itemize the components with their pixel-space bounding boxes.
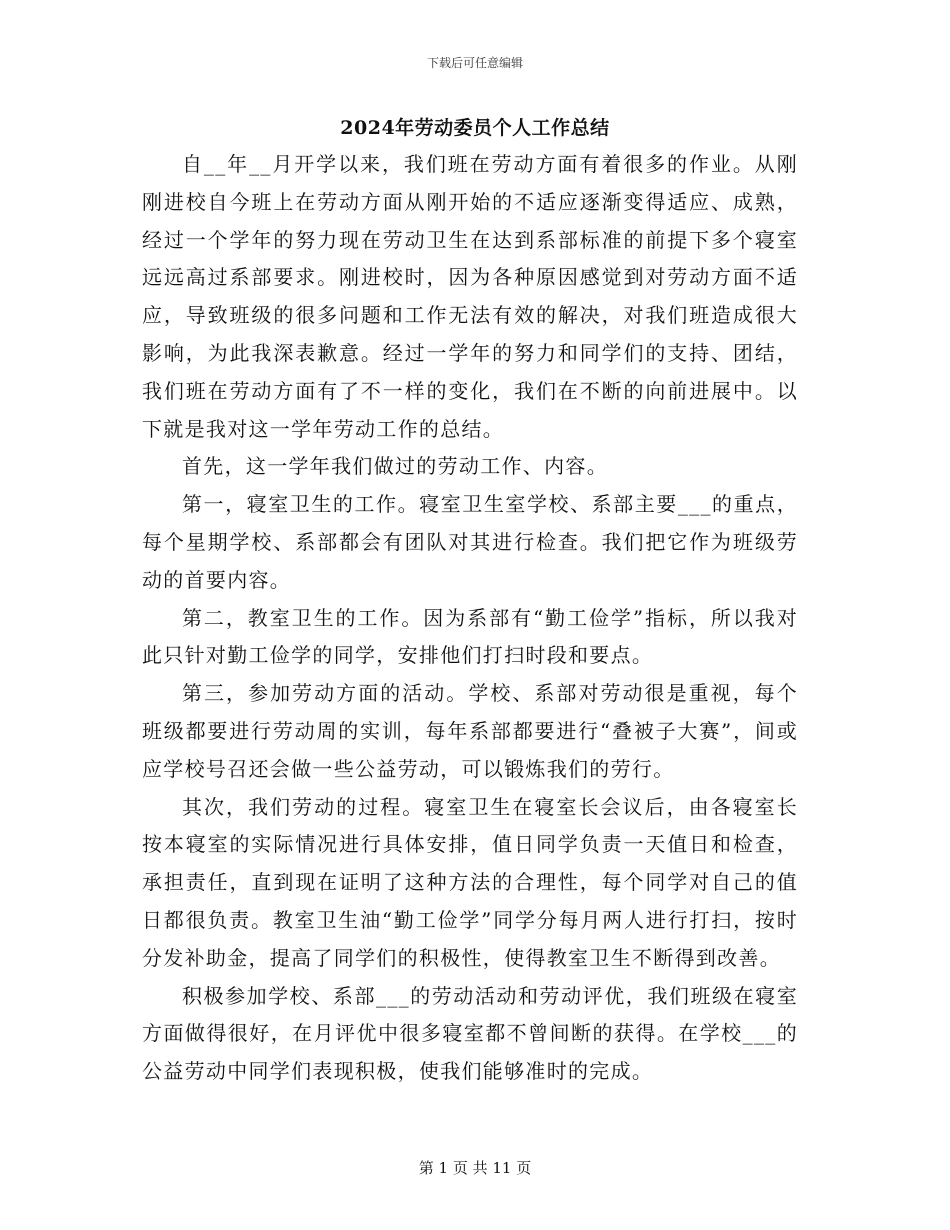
paragraph: 其次，我们劳动的过程。寝室卫生在寝室长会议后，由各寝室长按本寝室的实际情况进行具体安排，值日同学负责一天值日和检查，承担责任，直到现在证明了这种方法的合理性，每个同学对自己的值日都很负责。教室卫生油“勤工俭学”同学分每月两人进行打扫，按时分发补助金，提高了同学们的积极性，使得教室卫生不断得到改善。 [142,794,798,970]
paragraph: 积极参加学校、系部___的劳动活动和劳动评优，我们班级在寝室方面做得很好，在月评优中很多寝室都不曾间断的获得。在学校___的公益劳动中同学们表现积极，使我们能够准时的完成。 [142,983,798,1084]
paragraph: 自__年__月开学以来，我们班在劳动方面有着很多的作业。从刚刚进校自今班上在劳动方面从刚开始的不适应逐渐变得适应、成熟，经过一个学年的努力现在劳动卫生在达到系部标准的前提下多个寝室远远高过系部要求。刚进校时，因为各种原因感觉到对劳动方面不适应，导致班级的很多问题和工作无法有效的解决，对我们班造成很大影响，为此我深表歉意。经过一学年的努力和同学们的支持、团结，我们班在劳动方面有了不一样的变化，我们在不断的向前进展中。以下就是我对这一学年劳动工作的总结。 [142,152,798,441]
document-title: 2024年劳动委员个人工作总结 [340,117,610,139]
paragraph: 第三，参加劳动方面的活动。学校、系部对劳动很是重视，每个班级都要进行劳动周的实训，每年系部都要进行“叠被子大赛”，间或应学校号召还会做一些公益劳动，可以锻炼我们的劳行。 [142,681,798,781]
document-body [142,146,798,1091]
header-note: 下载后可任意编辑 [426,56,523,70]
paragraph: 第一，寝室卫生的工作。寝室卫生室学校、系部主要___的重点，每个星期学校、系部都会有团队对其进行检查。我们把它作为班级劳动的首要内容。 [142,492,798,592]
paragraph: 首先，这一学年我们做过的劳动工作、内容。 [182,454,608,479]
page-footer: 第 1 页 共 11 页 [418,1159,532,1177]
paragraph: 第二，教室卫生的工作。因为系部有“勤工俭学”指标，所以我对此只针对勤工俭学的同学，安排他们打扫时段和要点。 [142,605,798,668]
